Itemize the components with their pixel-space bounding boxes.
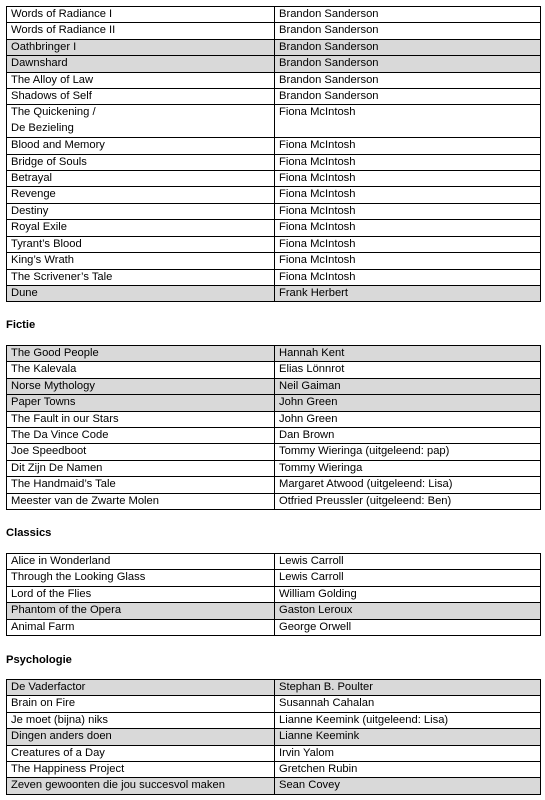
book-title-cell: Shadows of Self [7,89,275,105]
book-author-cell: Fiona McIntosh [275,154,541,170]
table-row [7,696,541,712]
table-row [7,680,541,696]
table-row [7,220,541,236]
book-title-cell: The Kalevala [7,362,275,378]
book-title-cell: The Good People [7,346,275,362]
section-heading-psychologie: Psychologie [6,654,72,666]
book-title-cell: Creatures of a Day [7,745,275,761]
book-title-line: De Bezieling [11,122,74,135]
table-row [7,203,541,219]
table-row [7,253,541,269]
book-table-psychologie [6,679,541,795]
book-author-cell: Gaston Leroux [275,603,541,619]
book-author-cell: Frank Herbert [275,285,541,301]
book-title-cell: Je moet (bijna) niks [7,712,275,728]
table-row [7,762,541,778]
table-row [7,570,541,586]
book-title-cell: Bridge of Souls [7,154,275,170]
book-title-cell: Destiny [7,203,275,219]
book-title-cell: Betrayal [7,171,275,187]
book-author-cell: Lianne Keemink (uitgeleend: Lisa) [275,712,541,728]
table-row [7,105,541,138]
table-row [7,554,541,570]
table-row [7,23,541,39]
book-author-cell: Brandon Sanderson [275,39,541,55]
table-row [7,778,541,794]
book-author-cell: Fiona McIntosh [275,220,541,236]
table-row [7,395,541,411]
book-author-cell: Brandon Sanderson [275,56,541,72]
book-title-cell: Blood and Memory [7,138,275,154]
table-row [7,729,541,745]
table-row [7,171,541,187]
book-title-cell: Through the Looking Glass [7,570,275,586]
table-row [7,89,541,105]
book-author-cell: Neil Gaiman [275,378,541,394]
book-author-cell: Irvin Yalom [275,745,541,761]
book-author-cell: Lewis Carroll [275,554,541,570]
book-author-cell: Fiona McIntosh [275,203,541,219]
table-row [7,269,541,285]
table-row [7,138,541,154]
book-author-cell: Fiona McIntosh [275,269,541,285]
book-title-cell: The Happiness Project [7,762,275,778]
book-author-cell: Stephan B. Poulter [275,680,541,696]
table-row [7,285,541,301]
book-author-cell: Susannah Cahalan [275,696,541,712]
book-title-cell: King’s Wrath [7,253,275,269]
book-title-cell: Phantom of the Opera [7,603,275,619]
book-table-fantasy [6,6,541,302]
book-author-cell: Tommy Wieringa (uitgeleend: pap) [275,444,541,460]
book-author-cell: Brandon Sanderson [275,7,541,23]
table-row [7,460,541,476]
book-title-cell: De Vaderfactor [7,680,275,696]
book-author-cell: Brandon Sanderson [275,72,541,88]
table-row [7,493,541,509]
table-row [7,362,541,378]
book-author-cell: George Orwell [275,619,541,635]
book-title-cell: The Handmaid’s Tale [7,477,275,493]
book-title-cell: Norse Mythology [7,378,275,394]
book-author-cell: John Green [275,411,541,427]
table-row [7,586,541,602]
table-row [7,428,541,444]
book-title-cell: The Fault in our Stars [7,411,275,427]
book-author-cell: Gretchen Rubin [275,762,541,778]
book-author-cell: Margaret Atwood (uitgeleend: Lisa) [275,477,541,493]
book-author-cell: John Green [275,395,541,411]
book-author-cell: Fiona McIntosh [275,138,541,154]
book-author-cell: Fiona McIntosh [275,253,541,269]
book-title-cell: Dawnshard [7,56,275,72]
book-title-cell: Royal Exile [7,220,275,236]
table-row [7,477,541,493]
book-table-fictie [6,345,541,510]
book-author-cell: Fiona McIntosh [275,187,541,203]
book-title-cell: Zeven gewoonten die jou succesvol maken [7,778,275,794]
book-title-cell: Lord of the Flies [7,586,275,602]
table-row [7,378,541,394]
book-title-cell: Words of Radiance II [7,23,275,39]
book-title-cell: Dune [7,285,275,301]
table-row [7,619,541,635]
table-row [7,444,541,460]
book-author-cell: William Golding [275,586,541,602]
table-row [7,745,541,761]
table-row [7,603,541,619]
book-author-cell: Otfried Preussler (uitgeleend: Ben) [275,493,541,509]
book-title-cell: The Da Vince Code [7,428,275,444]
table-row [7,72,541,88]
table-row [7,39,541,55]
book-title-cell: Tyrant’s Blood [7,236,275,252]
table-row [7,411,541,427]
book-author-cell: Sean Covey [275,778,541,794]
table-row [7,187,541,203]
book-title-cell: Oathbringer I [7,39,275,55]
book-author-cell: Lewis Carroll [275,570,541,586]
book-author-cell: Fiona McIntosh [275,105,541,138]
book-title-cell: Animal Farm [7,619,275,635]
book-title-cell: Joe Speedboot [7,444,275,460]
book-title-cell: Paper Towns [7,395,275,411]
book-title-cell: The Alloy of Law [7,72,275,88]
book-author-cell: Dan Brown [275,428,541,444]
table-row [7,56,541,72]
book-author-cell: Brandon Sanderson [275,89,541,105]
section-heading-fictie: Fictie [6,319,36,331]
book-author-cell: Brandon Sanderson [275,23,541,39]
book-title-cell: Dit Zijn De Namen [7,460,275,476]
table-row [7,7,541,23]
book-author-cell: Lianne Keemink [275,729,541,745]
book-author-cell: Fiona McIntosh [275,171,541,187]
table-row [7,236,541,252]
book-author-cell: Elias Lönnrot [275,362,541,378]
book-title-cell [7,105,275,138]
book-title-cell: Meester van de Zwarte Molen [7,493,275,509]
table-row [7,346,541,362]
table-row [7,712,541,728]
book-title-cell: Revenge [7,187,275,203]
book-title-cell: Brain on Fire [7,696,275,712]
book-title-cell: Words of Radiance I [7,7,275,23]
book-author-cell: Tommy Wieringa [275,460,541,476]
table-row [7,154,541,170]
book-table-classics [6,553,541,636]
book-title-cell: The Scrivener’s Tale [7,269,275,285]
book-author-cell: Fiona McIntosh [275,236,541,252]
book-author-cell: Hannah Kent [275,346,541,362]
book-title-cell: Alice in Wonderland [7,554,275,570]
section-heading-classics: Classics [6,527,52,539]
book-title-line: The Quickening / [11,106,96,119]
book-title-cell: Dingen anders doen [7,729,275,745]
